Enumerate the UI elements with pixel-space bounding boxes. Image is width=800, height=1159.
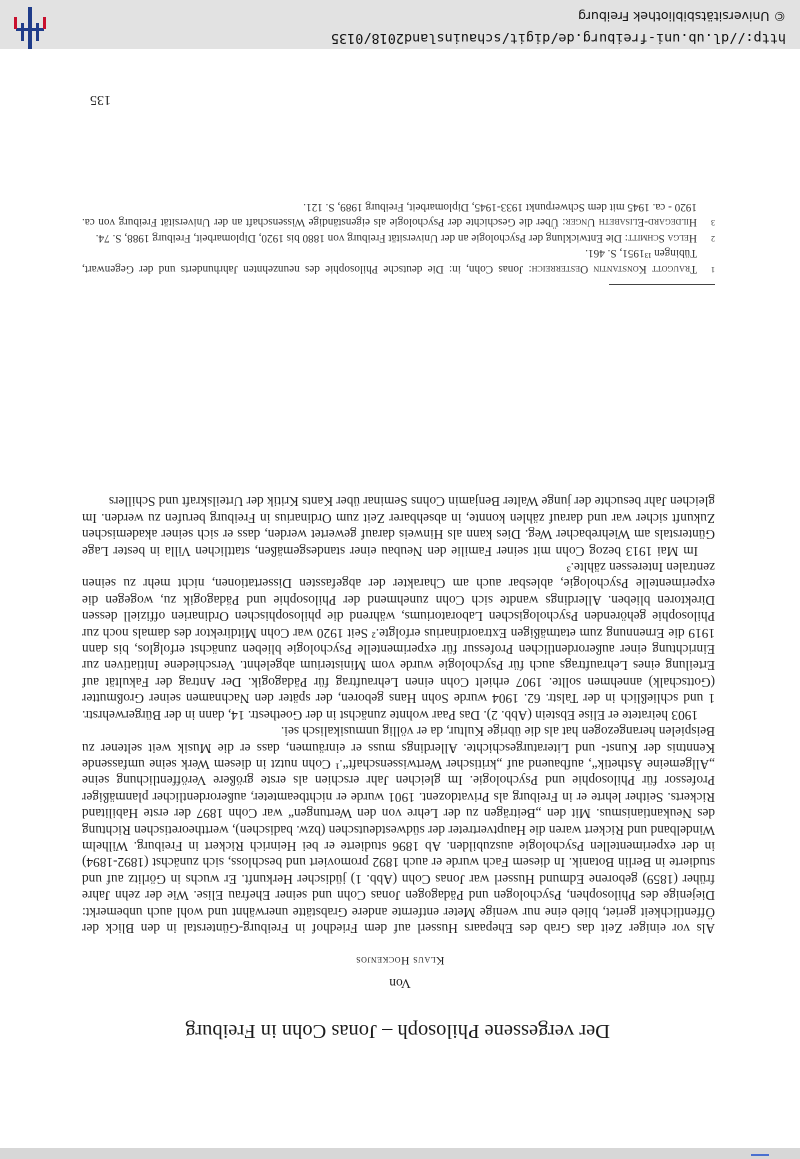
- author-von: Von: [389, 976, 411, 991]
- footnote-text: : Die Entwicklung der Psychologie an der Universität Freiburg von 1880 bis 1920, Diplomarbeit, Freiburg 1988, S. 74.: [95, 231, 628, 244]
- copyright-text: © Universitätsbibliothek Freiburg: [578, 9, 786, 24]
- paragraph-3: Im Mai 1913 bezog Cohn mit seiner Familie den Neubau einer standesgemäßen, stattlichen Villa in bester Lage Günterstals am Wiehrebacher Weg. Dies kann als Hinweis darauf gewertet werden, dass er sich seiner akademischen Zukunft sicher war und darauf zählen konnte, in absehbarer Zeit zum Ordinarius in Freiburg berufen zu werden. Im gleichen Jahr besuchte der junge Walter Benjamin Cohns Seminar über Kants Kritik der Urteilskraft und Schillers: [82, 494, 715, 559]
- source-url[interactable]: http://dl.ub.uni-freiburg.de/digit/schauinsland2018/0135: [330, 30, 786, 46]
- university-library-logo-icon: [12, 7, 48, 49]
- footnote-author: Helga Schmitt: [627, 231, 697, 244]
- footnote-text: : Über die Geschichte der Psychologie als eigenständige Wissenschaft an der Universität Freiburg von ca. 1920 - ca. 1945 mit dem Schwerpunkt 1933-1945, Diplomarbeit, Freiburg 1989, S. 121.: [81, 200, 697, 229]
- footnote-3: [82, 198, 715, 229]
- footnote-rule: [609, 284, 715, 285]
- article-title: Der vergessene Philosoph – Jonas Cohn in Freiburg: [185, 1020, 610, 1042]
- footnote-number: 2: [711, 233, 715, 243]
- footnotes: [82, 198, 715, 276]
- paragraph-1: Als vor einiger Zeit das Grab des Ehepaars Husserl auf dem Friedhof in Freiburg-Günterstal in den Blick der Öffentlichkeit geriet, blieb eine nur wenige Meter entfernte andere Grabstätte unerwähnt und wohl auch unbemerkt: Diejenige des Philosophen, Psychologen und Pädagogen Jonas Cohn und seiner Ehefrau Elise. Wie der zehn Jahre früher (1859) geborene Edmund Husserl war Jonas Cohn (Abb. 1) jüdischer Herkunft. Er wuchs in Görlitz auf und studierte in Berlin Botanik. In diesem Fach wurde er auch 1892 promoviert und beschloss, sich zunächst (1892-1894) in der experimentellen Psychologie auszubilden. Ab 1896 studierte er bei Heinrich Rickert in Freiburg. Wilhelm Windelband und Rickert waren die Hauptvertreter der südwestdeutschen (bzw. badischen), werttheoretischen Richtung des Neukantianismus. Mit den „Beiträgen zu der Lehre von den Wertungen“ war Cohn 1897 der erste Habilitand Rickerts. Seither lehrte er in Freiburg als Privatdozent. 1901 wurde er nichtbeamteter, außerordentlicher planmäßiger Professor für Philosophie und Psychologie. Im gleichen Jahr erschien als erste größere Veröffentlichung seine „Allgemeine Ästhetik“, aufbauend auf „kritischer Wertwissenschaft“.¹ Cohn nutzt in diesem Werk seine umfassende Kenntnis der Kunst- und Literaturgeschichte. Allerdings muss er einräumen, dass er die Musik weit seltener zu Beispielen herangezogen hat als die übrige Kultur, da er völlig unmusikalisch sei.: [82, 724, 715, 936]
- top-scan-mark: [751, 1154, 769, 1159]
- library-footer-bar: [0, 0, 800, 49]
- author-name: Klaus Hockenjos: [355, 954, 445, 966]
- top-scan-edge: [0, 1148, 800, 1159]
- footnote-1: [82, 245, 715, 276]
- footnote-number: 1: [711, 265, 715, 274]
- article-body: [82, 493, 715, 936]
- footnote-author: Hildegard-Elisabeth Unger: [565, 216, 697, 229]
- page-number: 135: [90, 92, 111, 107]
- footnote-number: 3: [711, 218, 715, 228]
- footnote-author: Traugott Konstantin Oesterreich: [531, 263, 697, 275]
- paragraph-2: 1903 heiratete er Elise Ebstein (Abb. 2). Das Paar wohnte zunächst in der Goethestr. 14, dann in der Bürgerwehrstr. 1 und schließlich in der Talstr. 62. 1904 wurde Sohn Hans geboren, der später den Nachnamen seiner Großmutter (Gottschalk) annehmen sollte. 1907 erhielt Cohn einen Lehrauftrag für Pädagogik. Der Antrag der Fakultät auf Erteilung eines Lehrauftrags auch für Psychologie wurde vom Ministerium abgelehnt. Verschiedene Initiativen zur Einrichtung einer außerordentlichen Professur für experimentelle Psychologie blieben zunächst erfolglos, bis dann 1919 die Ernennung zum etatmäßigen Extraordinarius erfolgte.² Seit 1920 war Cohn Mitdirektor des damals noch zur Philosophie gehörenden Psychologischen Laboratoriums, während die philosophischen Ordinarien offiziell dessen Direktoren blieben. Allerdings wandte sich Cohn zunehmend der Philosophie und Pädagogik zu, wogegen die experimentelle Psychologie, ablesbar auch am Charakter der abgefassten Dissertationen, nicht mehr zu seinen zentralen Interessen zählte.³: [82, 560, 715, 723]
- footnote-2: [82, 229, 715, 245]
- footnote-text: : Jonas Cohn, in: Die deutsche Philosophie des neunzehnten Jahrhunderts und der Gegenwart, Tübingen ¹³1951, S. 461.: [81, 247, 697, 275]
